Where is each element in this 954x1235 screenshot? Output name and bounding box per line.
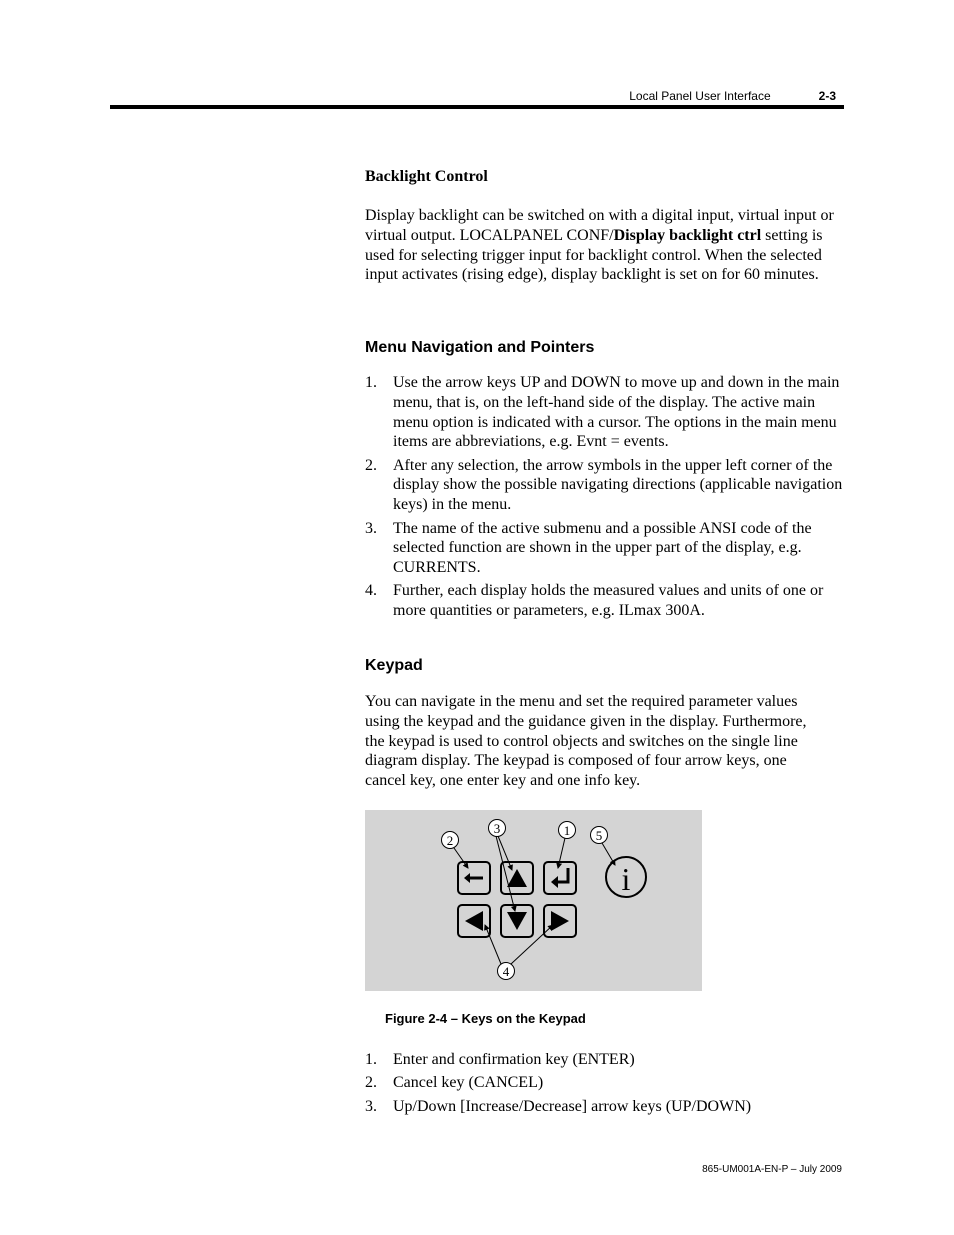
keys-list xyxy=(365,1050,843,1120)
svg-text:5: 5 xyxy=(595,828,603,843)
keypad-diagram xyxy=(365,810,702,991)
list-item: 1. Use the arrow keys UP and DOWN to move up and down in the main menu, that is, on the left-hand side of the display. The active main menu option is indicated with a cursor. The options in the main menu items are abbreviations, e.g. Evnt = events. xyxy=(365,374,840,451)
backlight-setting-name: Display backlight ctrl xyxy=(613,226,762,244)
callout-3 xyxy=(489,820,506,837)
keypad-figure xyxy=(365,810,702,991)
callout-5 xyxy=(591,827,608,844)
up-arrow-key xyxy=(501,862,533,894)
page-header xyxy=(560,89,836,103)
info-icon: i xyxy=(621,861,631,897)
backlight-paragraph xyxy=(365,206,843,285)
callout-4 xyxy=(498,963,515,980)
backlight-text-2: setting is used for selecting trigger input for backlight control. When the selected input activates (rising edge), display backlight is set on for 60 minutes. xyxy=(365,226,823,284)
keypad-heading: Keypad xyxy=(365,657,423,674)
svg-text:2: 2 xyxy=(446,833,454,848)
backlight-heading: Backlight Control xyxy=(365,168,488,185)
leader-lines xyxy=(454,836,615,964)
down-arrow-key xyxy=(501,905,533,937)
keypad-paragraph: You can navigate in the menu and set the required parameter values using the keypad and the guidance given in the display. Furthermore, the keypad is used to control objects and switches on the single line diagram display. The keypad is composed of four arrow keys, one cancel key, one enter key and one info key. xyxy=(365,693,807,790)
list-item: 3. Up/Down [Increase/Decrease] arrow keys (UP/DOWN) xyxy=(365,1097,752,1115)
list-item: 3. The name of the active submenu and a possible ANSI code of the selected function are shown in the upper part of the display, e.g. CURRENTS. xyxy=(365,519,812,577)
page-footer: 865-UM001A-EN-P – July 2009 xyxy=(702,1164,842,1175)
list-item: 2. Cancel key (CANCEL) xyxy=(365,1074,544,1092)
figure-caption: Figure 2-4 – Keys on the Keypad xyxy=(385,1011,586,1026)
list-item: 1. Enter and confirmation key (ENTER) xyxy=(365,1051,635,1068)
menu-nav-list xyxy=(365,373,843,625)
header-page-number: 2-3 xyxy=(818,89,836,103)
enter-key xyxy=(544,862,576,894)
menu-nav-heading: Menu Navigation and Pointers xyxy=(365,339,595,356)
info-key xyxy=(606,857,646,897)
callout-1 xyxy=(559,822,576,839)
right-arrow-key xyxy=(544,905,576,937)
svg-text:4: 4 xyxy=(502,964,510,979)
svg-text:3: 3 xyxy=(493,821,501,836)
left-arrow-key xyxy=(458,905,490,937)
list-item: 2. After any selection, the arrow symbols in the upper left corner of the display show the possible navigating directions (applicable navigation keys) in the menu. xyxy=(365,456,843,514)
cancel-key xyxy=(458,862,490,894)
callout-2 xyxy=(442,832,459,849)
backlight-text-1: Display backlight can be switched on with a digital input, virtual input or virtual output. LOCALPANEL CONF/ xyxy=(365,207,834,244)
list-item: 4. Further, each display holds the measured values and units of one or more quantities or parameters, e.g. ILmax 300A. xyxy=(365,582,824,620)
svg-text:1: 1 xyxy=(563,823,571,838)
header-rule xyxy=(110,105,844,109)
header-section-title: Local Panel User Interface xyxy=(629,89,771,103)
